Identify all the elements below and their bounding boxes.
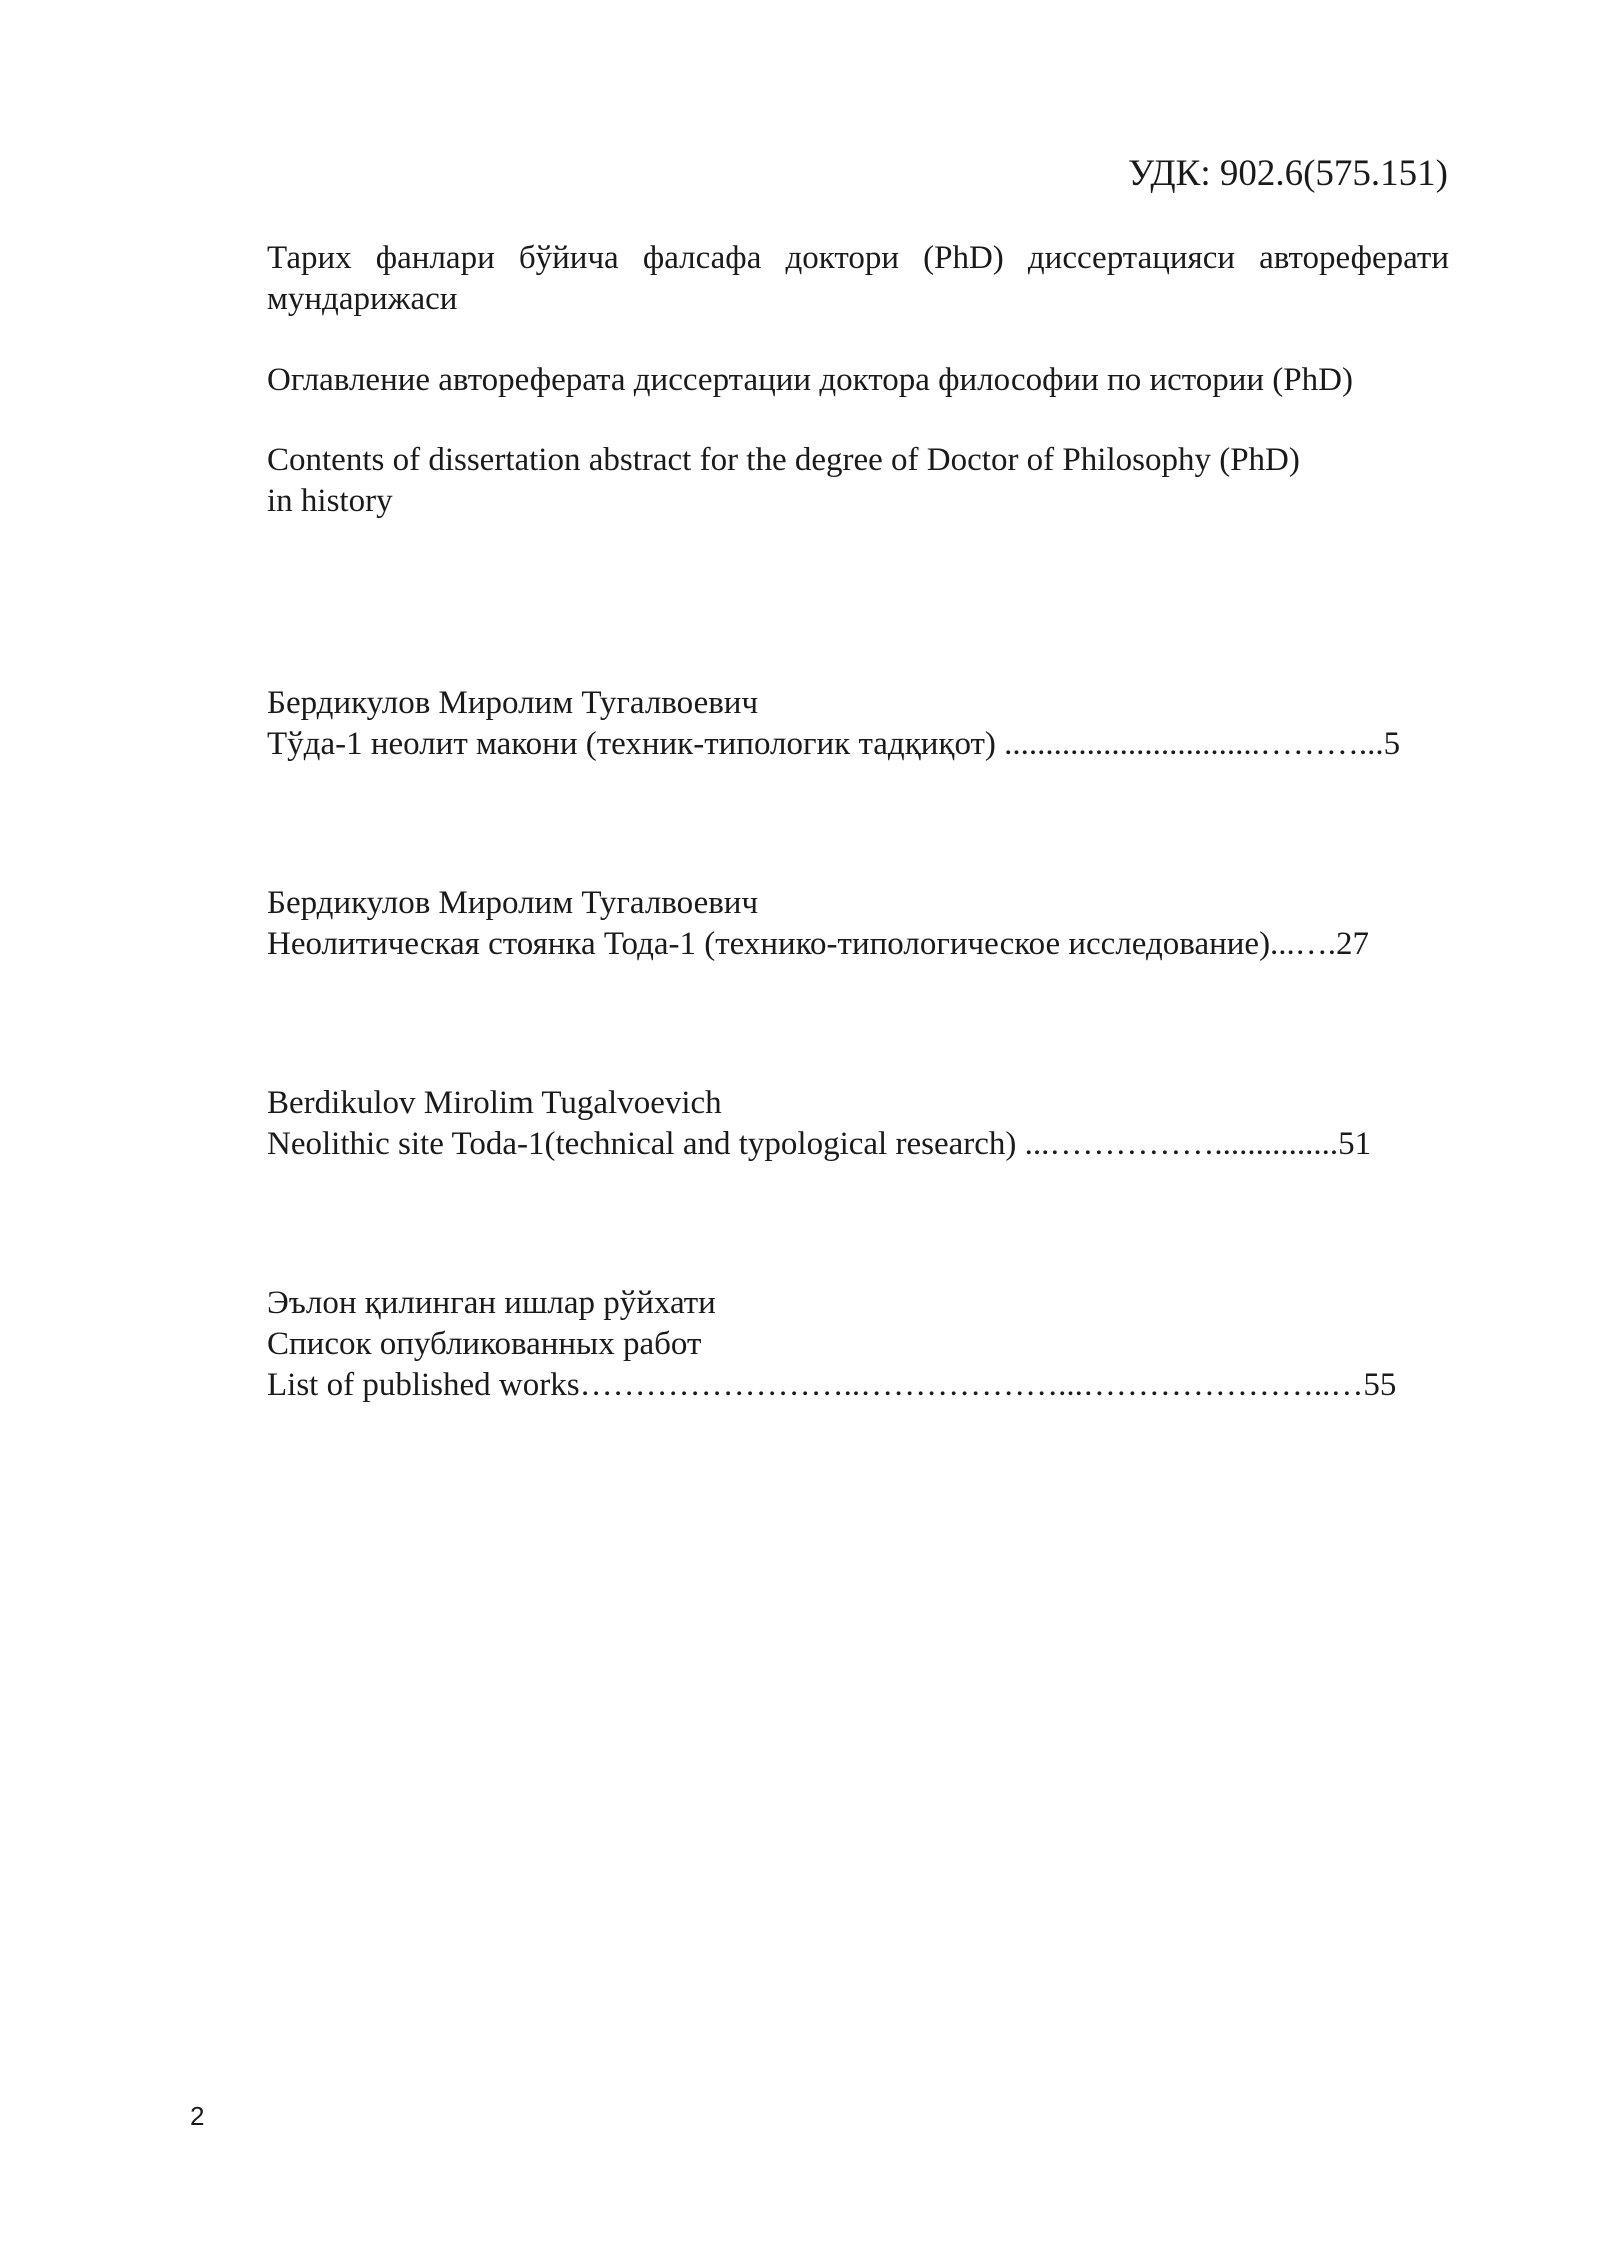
toc-entry-russian[interactable] xyxy=(267,883,1449,965)
toc-entry-published-english: List of published works……………………..………………...…………………..…55 xyxy=(267,1367,1397,1403)
toc-entry-title: Неолитическая стоянка Тода-1 (технико-типологическое исследование)...….27 xyxy=(267,926,1370,962)
udk-code: УДК: 902.6(575.151) xyxy=(1127,153,1448,194)
toc-entry-published-uzbek: Эълон қилинган ишлар рўйхати xyxy=(267,1285,716,1321)
toc-entry-author: Бердикулов Миролим Тугалвоевич xyxy=(267,885,759,921)
heading-english-line-2: in history xyxy=(267,483,393,519)
toc-entry-title: Neolithic site Toda-1(technical and typological research) ...……………...............51 xyxy=(267,1126,1372,1162)
page-number: 2 xyxy=(190,2101,205,2131)
heading-uzbek: Тарих фанлари бўйича фалсафа доктори (PhD) диссертацияси автореферати мундарижаси xyxy=(267,240,1449,317)
heading-russian: Оглавление автореферата диссертации доктора философии по истории (PhD) xyxy=(267,362,1353,398)
toc-entry-published-works[interactable] xyxy=(267,1283,1449,1406)
heading-english xyxy=(267,440,1449,522)
toc-entry-published-russian: Список опубликованных работ xyxy=(267,1326,702,1362)
toc-entry-uzbek[interactable] xyxy=(267,683,1449,765)
toc-entry-english[interactable] xyxy=(267,1083,1449,1165)
toc-entry-author: Бердикулов Миролим Тугалвоевич xyxy=(267,685,759,721)
heading-english-line-1: Contents of dissertation abstract for the degree of Doctor of Philosophy (PhD) xyxy=(267,442,1300,478)
toc-entry-title: Тўда-1 неолит макони (техник-типологик тадқиқот) ...............................………...5 xyxy=(267,726,1401,762)
toc-entry-author: Berdikulov Mirolim Tugalvoevich xyxy=(267,1085,722,1121)
